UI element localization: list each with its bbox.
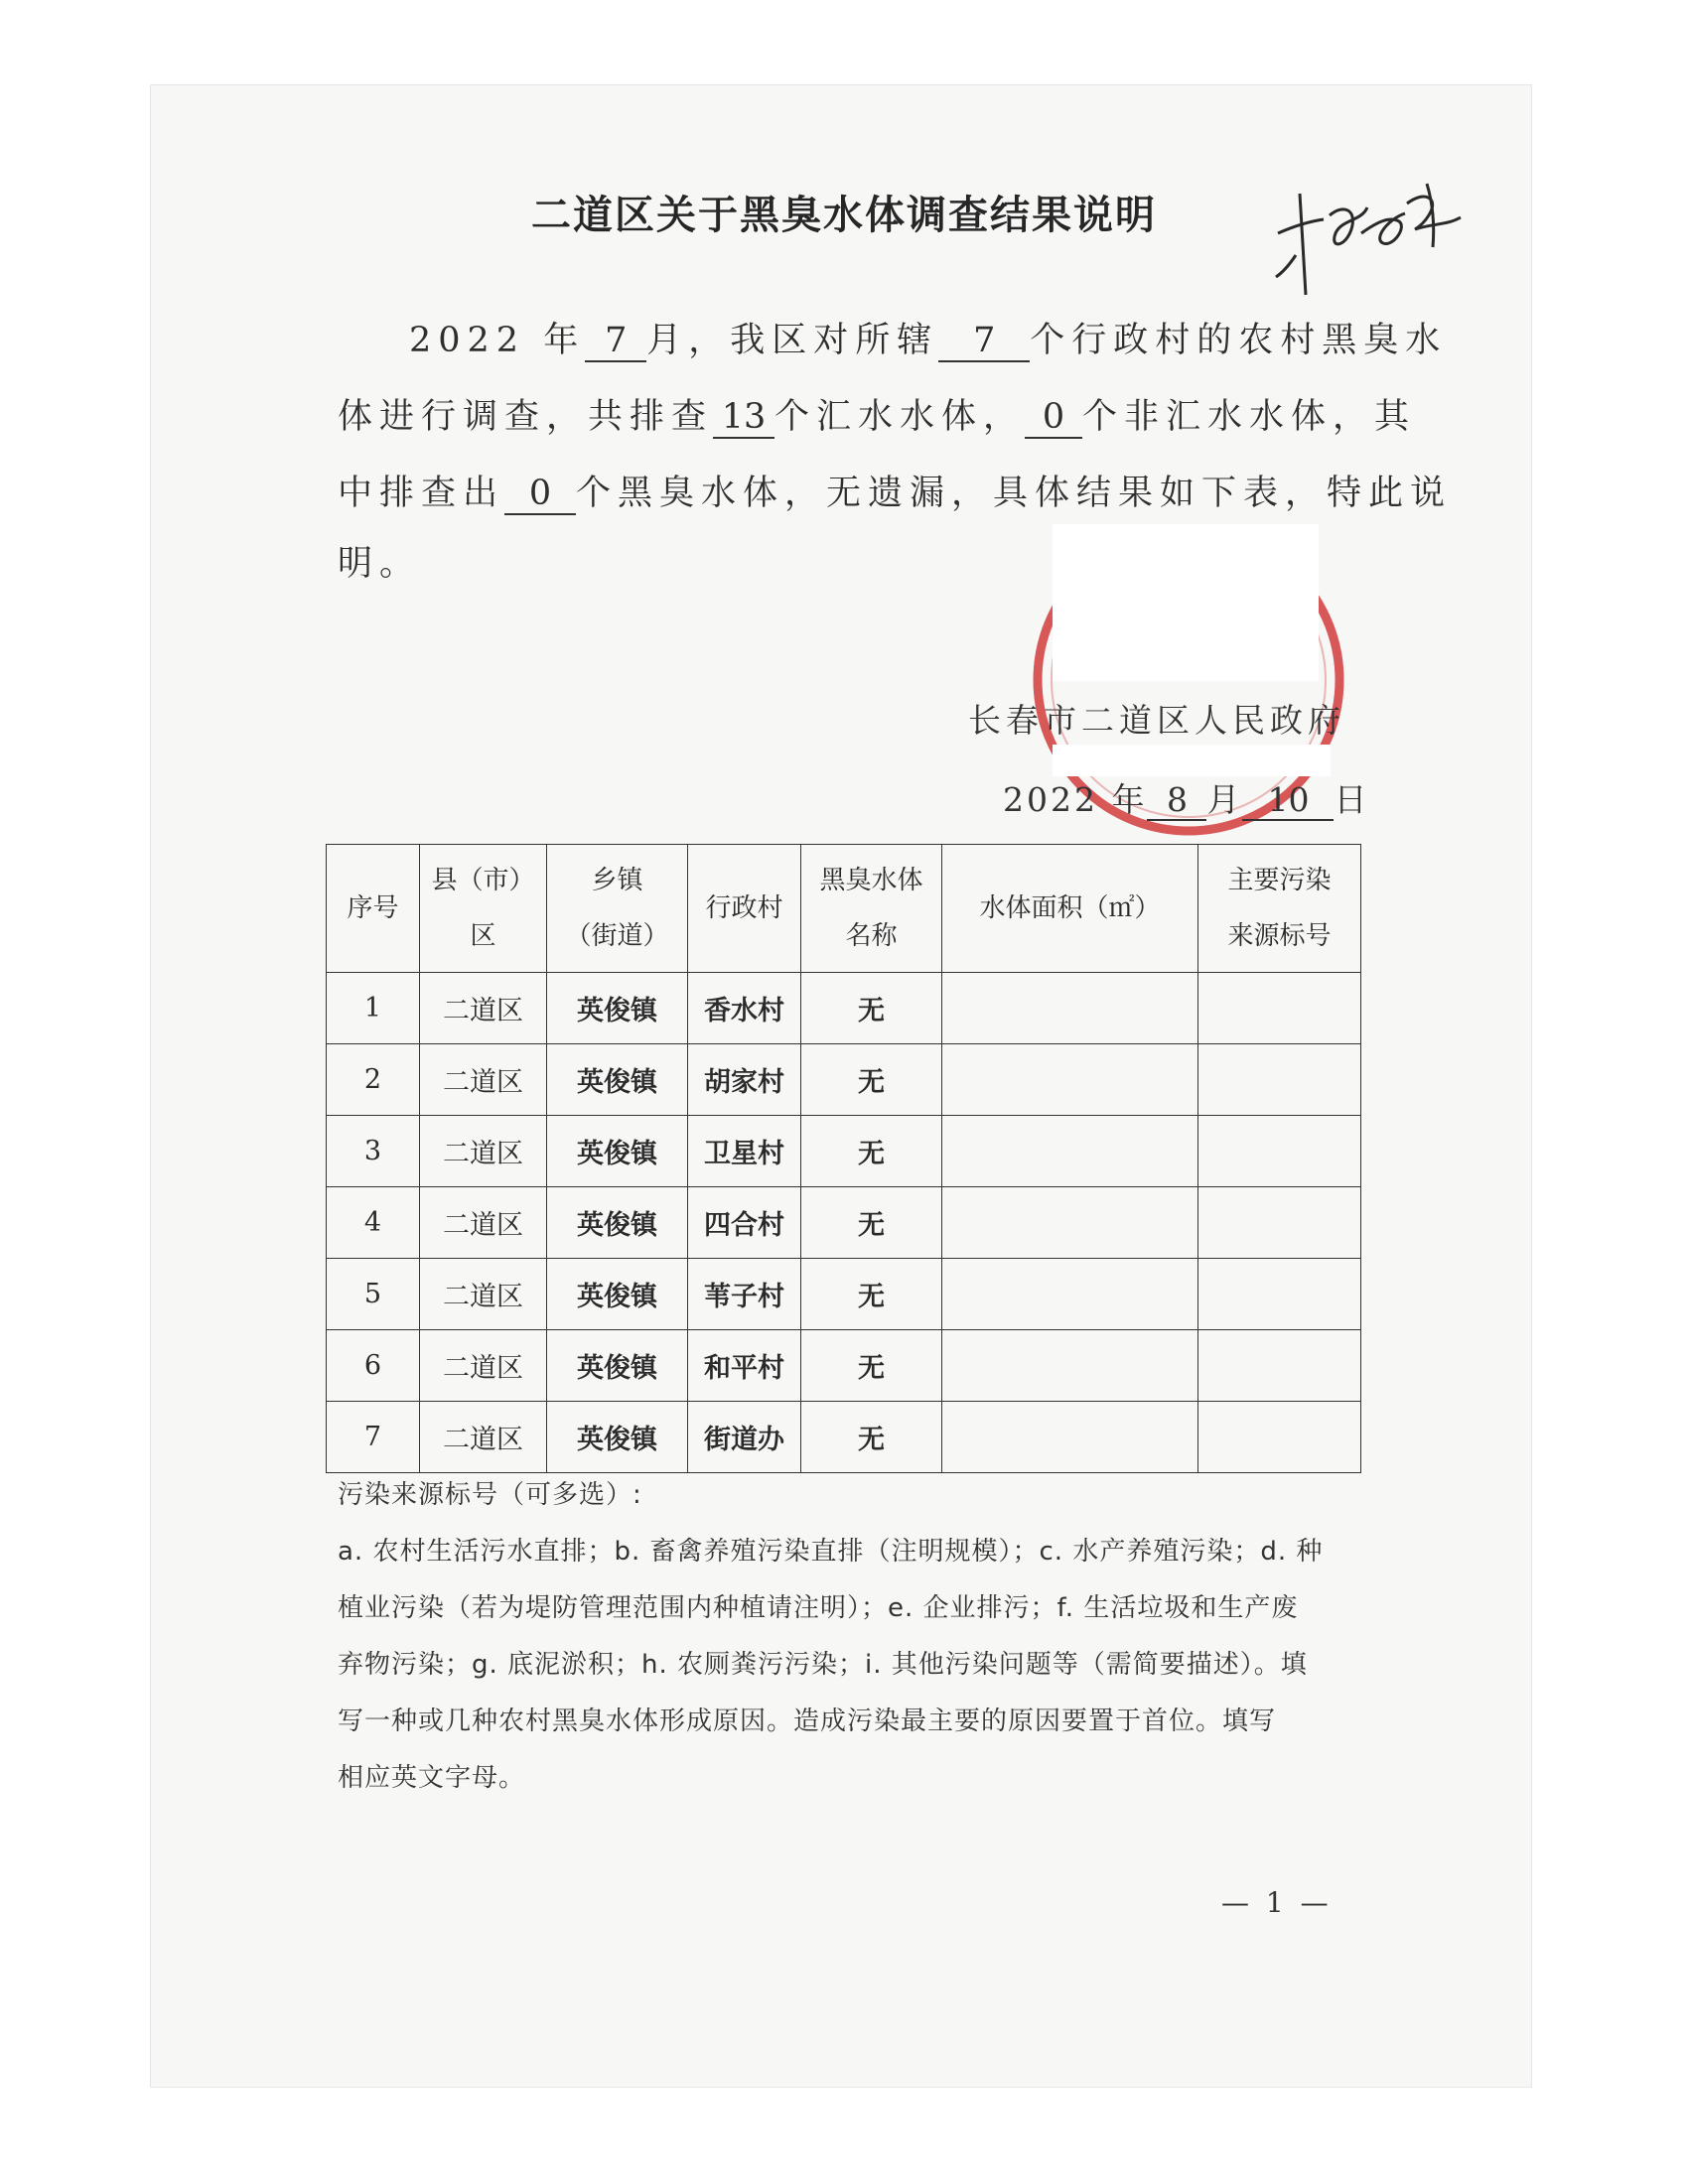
table-header-row	[327, 845, 1361, 973]
header-source: 主要污染 来源标号	[1198, 845, 1361, 973]
page-number: — 1 —	[1221, 1886, 1333, 1919]
catchment-count: 13	[713, 397, 774, 439]
issue-date: 2022 年 8 月 10 日	[1003, 780, 1370, 819]
pollution-source-notes	[338, 1467, 1360, 1807]
header-seq: 序号	[327, 845, 420, 973]
paragraph-line-3: 中排查出 0 个黑臭水体，无遗漏，具体结果如下表，特此说	[338, 474, 1453, 513]
table-row: 3 二道区 英俊镇 卫星村 无	[327, 1116, 1361, 1187]
header-town: 乡镇 （街道）	[547, 845, 688, 973]
header-area: 水体面积（㎡）	[942, 845, 1198, 973]
redaction-block	[1053, 524, 1319, 681]
village-count: 7	[938, 321, 1030, 362]
notes-heading: 污染来源标号（可多选）:	[338, 1480, 642, 1510]
header-county: 县（市） 区	[420, 845, 547, 973]
notes-line: 相应英文字母。	[338, 1763, 526, 1793]
notes-line: 植业污染（若为堤防管理范围内种植请注明）；e. 企业排污；f. 生活垃圾和生产废	[338, 1593, 1299, 1623]
issuer-organization: 长春市二道区人民政府	[968, 701, 1345, 740]
paragraph-line-2: 体进行调查，共排查 13 个汇水水体， 0 个非汇水水体，其	[338, 397, 1417, 437]
redaction-block	[1053, 745, 1331, 776]
notes-line: 写一种或几种农村黑臭水体形成原因。造成污染最主要的原因要置于首位。填写	[338, 1706, 1277, 1736]
table-row: 7 二道区 英俊镇 街道办 无	[327, 1402, 1361, 1473]
handwritten-signature-icon	[1266, 164, 1475, 303]
survey-month: 7	[585, 321, 646, 362]
table-row: 1 二道区 英俊镇 香水村 无	[327, 973, 1361, 1044]
survey-results-table	[326, 844, 1361, 1473]
table-row: 2 二道区 英俊镇 胡家村 无	[327, 1044, 1361, 1116]
table-row: 5 二道区 英俊镇 苇子村 无	[327, 1259, 1361, 1330]
non-catchment-count: 0	[1025, 397, 1082, 439]
notes-line: 弃物污染；g. 底泥淤积；h. 农厕粪污污染；i. 其他污染问题等（需简要描述）。填	[338, 1650, 1308, 1680]
table-row: 6 二道区 英俊镇 和平村 无	[327, 1330, 1361, 1402]
header-water-name: 黑臭水体 名称	[801, 845, 942, 973]
table-row: 4 二道区 英俊镇 四合村 无	[327, 1187, 1361, 1259]
document-title: 二道区关于黑臭水体调查结果说明	[531, 193, 1157, 238]
notes-line: a. 农村生活污水直排；b. 畜禽养殖污染直排（注明规模）；c. 水产养殖污染；d. 种	[338, 1537, 1324, 1567]
header-village: 行政村	[688, 845, 801, 973]
paragraph-line-4: 明。	[338, 544, 422, 584]
paragraph-line-1: 2022 年 7 月，我区对所辖 7 个行政村的农村黑臭水	[409, 321, 1448, 360]
black-odorous-count: 0	[504, 474, 576, 515]
